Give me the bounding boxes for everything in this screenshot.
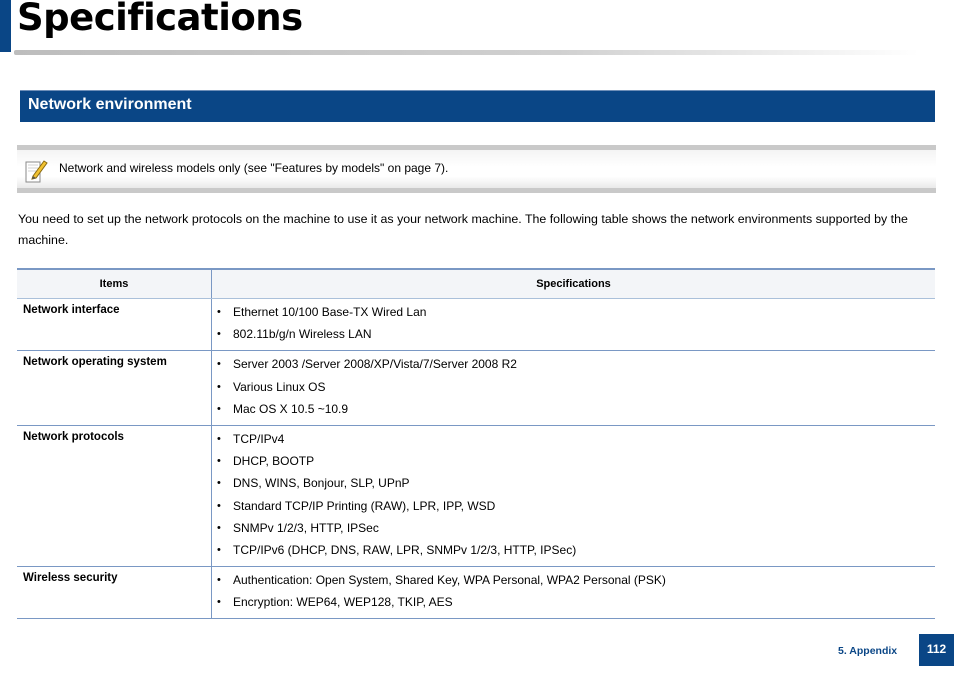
spec-bullet: • Standard TCP/IP Printing (RAW), LPR, IPP, WSD: [212, 495, 935, 517]
table-row: [17, 567, 935, 619]
spec-bullet: • SNMPv 1/2/3, HTTP, IPSec: [212, 517, 935, 539]
table-row: [17, 299, 935, 351]
note-pencil-icon: [24, 158, 48, 184]
spec-bullet: • DHCP, BOOTP: [212, 450, 935, 472]
spec-bullet: • Ethernet 10/100 Base-TX Wired Lan: [212, 301, 935, 323]
table-row: [17, 425, 935, 566]
row-item-label: Network protocols: [17, 425, 212, 566]
spec-bullet: • TCP/IPv4: [212, 428, 935, 450]
section-title: Network environment: [28, 96, 192, 113]
note-text: Network and wireless models only (see "Features by models" on page 7).: [59, 161, 449, 175]
title-accent-bar: [0, 0, 11, 52]
page-number: 112: [919, 634, 954, 666]
column-header-specifications: Specifications: [212, 269, 936, 299]
intro-paragraph: You need to set up the network protocols on the machine to use it as your network machine. The following table shows the network environments supported by the machine.: [18, 212, 908, 247]
title-divider: [14, 50, 919, 55]
network-spec-table: [17, 268, 935, 619]
spec-bullet: • 802.11b/g/n Wireless LAN: [212, 323, 935, 345]
column-header-items: Items: [17, 269, 212, 299]
row-item-label: Network interface: [17, 299, 212, 351]
page-title: Specifications: [17, 0, 303, 39]
row-item-label: Wireless security: [17, 567, 212, 619]
row-spec-cell: [212, 425, 936, 566]
footer-chapter-label: 5. Appendix: [838, 645, 898, 657]
section-header: [20, 90, 935, 122]
table-row: [17, 351, 935, 426]
spec-bullet: • Authentication: Open System, Shared Key, WPA Personal, WPA2 Personal (PSK): [212, 569, 935, 591]
note-box: [17, 145, 936, 193]
row-spec-cell: [212, 351, 936, 426]
row-spec-cell: [212, 299, 936, 351]
spec-bullet: • DNS, WINS, Bonjour, SLP, UPnP: [212, 472, 935, 494]
spec-bullet: • Mac OS X 10.5 ~10.9: [212, 398, 935, 420]
spec-bullet: • Various Linux OS: [212, 376, 935, 398]
table-header-row: [17, 269, 935, 299]
spec-bullet: • Encryption: WEP64, WEP128, TKIP, AES: [212, 591, 935, 613]
row-spec-cell: [212, 567, 936, 619]
spec-bullet: • Server 2003 /Server 2008/XP/Vista/7/Server 2008 R2: [212, 353, 935, 375]
spec-bullet: • TCP/IPv6 (DHCP, DNS, RAW, LPR, SNMPv 1/2/3, HTTP, IPSec): [212, 539, 935, 561]
row-item-label: Network operating system: [17, 351, 212, 426]
